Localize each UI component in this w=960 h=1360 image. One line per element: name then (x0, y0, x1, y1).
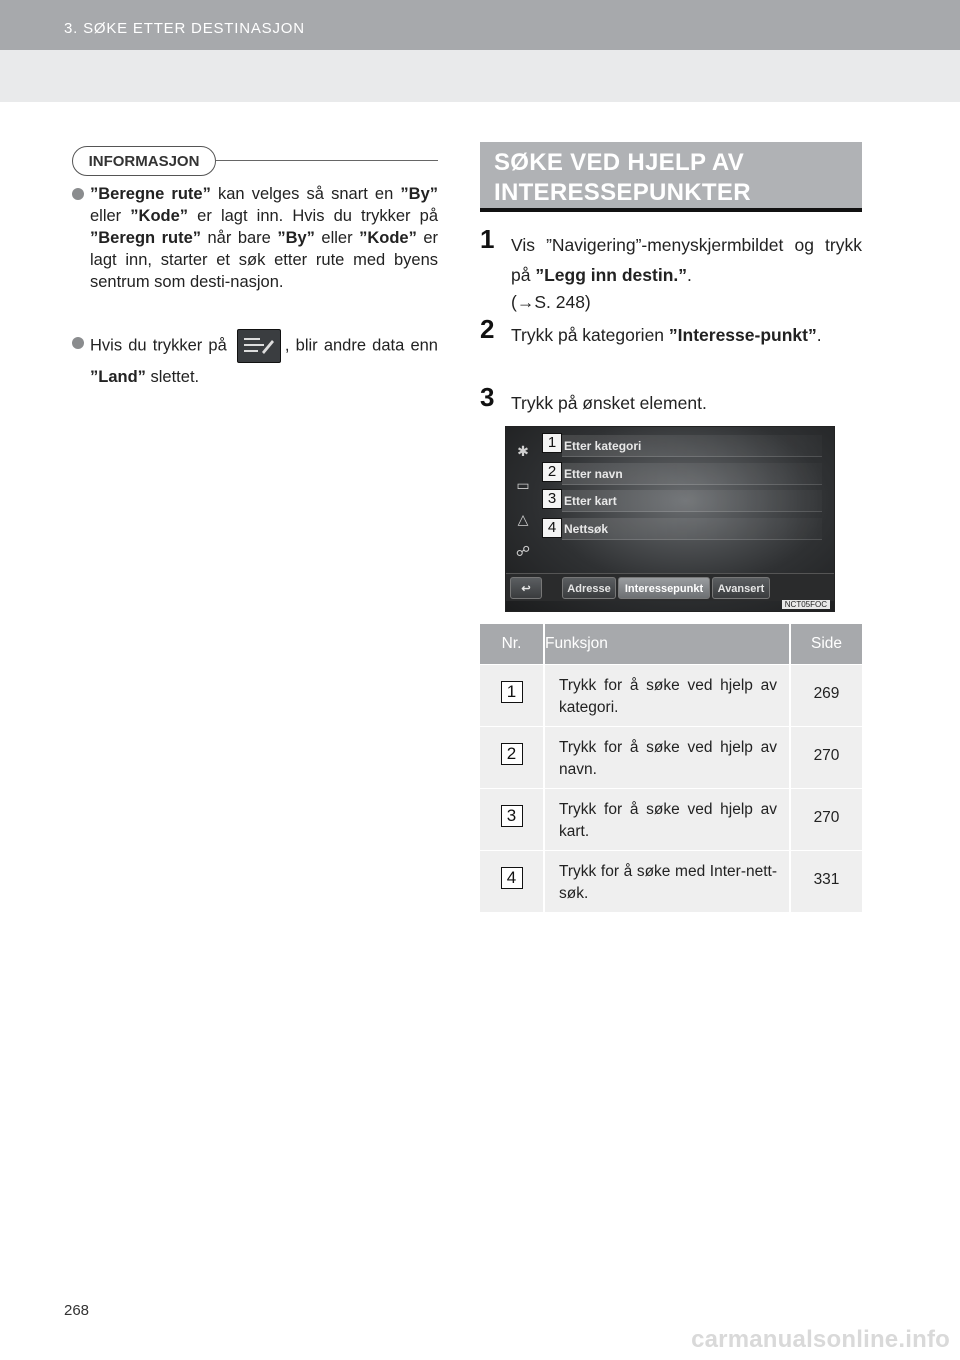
menu-row-name[interactable]: Etter navn (562, 463, 822, 485)
step-text: Trykk på kategorien ”Interesse-punkt”. (511, 325, 822, 345)
section-title-line1: SØKE VED HJELP AV (494, 149, 745, 176)
step-number: 2 (480, 314, 495, 344)
section-heading (480, 142, 862, 212)
back-button[interactable]: ↩ (510, 577, 542, 599)
number-box: 1 (501, 681, 523, 703)
header-title: 3. SØKE ETTER DESTINASJON (64, 20, 305, 37)
section-title-line2: INTERESSEPUNKTER (494, 179, 751, 206)
step-2 (480, 314, 862, 350)
table-header-row (480, 624, 862, 664)
info-divider (216, 160, 438, 161)
number-box: 2 (501, 743, 523, 765)
function-table (480, 624, 862, 912)
watermark: carmanualsonline.info (691, 1326, 950, 1353)
header-bar (0, 0, 960, 50)
callout-badge-2: 2 (542, 462, 562, 482)
name-search-icon: ▭ (516, 477, 530, 493)
category-icon: ✱ (517, 443, 529, 459)
table-row (480, 664, 862, 726)
step-number: 1 (480, 224, 495, 254)
header-nr: Nr. (480, 624, 544, 664)
tab-address[interactable]: Adresse (562, 577, 616, 599)
internet-icon: ☍ (515, 543, 531, 559)
map-icon: △ (517, 511, 529, 527)
step-number: 3 (480, 382, 495, 412)
header-function: Funksjon (544, 624, 790, 664)
tab-advanced[interactable]: Avansert (712, 577, 770, 599)
menu-row-category[interactable]: Etter kategori (562, 435, 822, 457)
function-cell: Trykk for å søke ved hjelp av navn. (544, 726, 790, 788)
function-cell: Trykk for å søke med Inter-nett-søk. (544, 850, 790, 912)
header-band (0, 50, 960, 102)
page-cell: 331 (790, 850, 862, 912)
page-cell: 269 (790, 664, 862, 726)
table-row (480, 850, 862, 912)
page-cell: 270 (790, 726, 862, 788)
screen-tab-bar (506, 573, 835, 601)
nav-screen-image (505, 426, 835, 612)
page-number: 268 (64, 1302, 90, 1319)
function-cell: Trykk for å søke ved hjelp av kategori. (544, 664, 790, 726)
info-tab-label: INFORMASJON (72, 146, 216, 176)
info-item-1-text: ”Beregne rute” kan velges så snart en ”By” eller ”Kode” er lagt inn. Hvis du trykker på ”Beregn rute” når bare ”By” eller ”Kode” er lagt inn, starter et søk etter rute med byens sentrum som desti-nasjon. (90, 185, 439, 291)
info-item-2-text: Hvis du trykker på , blir andre data enn ”Land” slettet. (90, 329, 438, 391)
bullet-dot-icon (72, 188, 84, 200)
bullet-dot-icon (72, 337, 84, 349)
step-text: Vis ”Navigering”-menyskjermbildet og trykk på ”Legg inn destin.”. (511, 235, 862, 285)
info-item-1 (72, 183, 438, 293)
table-row (480, 726, 862, 788)
number-box: 3 (501, 805, 523, 827)
step-3 (480, 382, 862, 418)
table-row (480, 788, 862, 850)
number-box: 4 (501, 867, 523, 889)
callout-badge-4: 4 (542, 518, 562, 538)
header-page: Side (790, 624, 862, 664)
step-1 (480, 224, 862, 314)
list-edit-icon (237, 329, 281, 363)
callout-badge-1: 1 (542, 433, 562, 453)
tab-poi[interactable]: Interessepunkt (618, 577, 710, 599)
function-cell: Trykk for å søke ved hjelp av kart. (544, 788, 790, 850)
page-reference: (→S. 248) (511, 292, 591, 312)
menu-row-internet[interactable]: Nettsøk (562, 518, 822, 540)
step-text: Trykk på ønsket element. (511, 393, 707, 413)
menu-row-map[interactable]: Etter kart (562, 490, 822, 512)
info-item-2 (72, 329, 438, 391)
page-cell: 270 (790, 788, 862, 850)
callout-badge-3: 3 (542, 489, 562, 509)
image-code: NCT05FOC (782, 600, 830, 609)
